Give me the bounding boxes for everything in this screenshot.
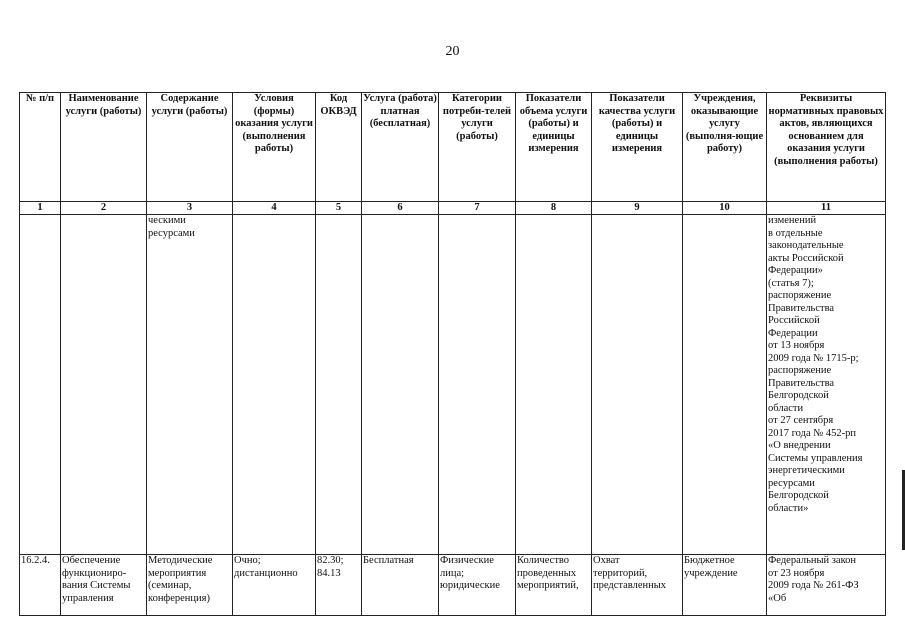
cell-conditions (233, 215, 316, 555)
column-number: 1 (20, 202, 61, 215)
cell-service-name (61, 215, 147, 555)
cell-quality-indicators: Охват территорий, представленных (592, 555, 683, 616)
cell-institutions (683, 215, 767, 555)
column-number: 5 (316, 202, 362, 215)
page-number: 20 (445, 44, 460, 59)
cell-number: 16.2.4. (20, 555, 61, 616)
header-consumer-categories: Категории потреби-телей услуги (работы) (439, 93, 516, 202)
header-volume-indicators: Показатели объема услуги (работы) и единицы измерения (516, 93, 592, 202)
header-conditions: Условия (формы) оказания услуги (выполнения работы) (233, 93, 316, 202)
cell-service-content: Методические мероприятия (семинар, конференция) (147, 555, 233, 616)
cell-service-name: Обеспечение функциониро- вания Системы управления (61, 555, 147, 616)
cell-okved-code (316, 215, 362, 555)
header-quality-indicators: Показатели качества услуги (работы) и единицы измерения (592, 93, 683, 202)
header-okved-code: Код ОКВЭД (316, 93, 362, 202)
cell-legal-acts: Федеральный закон от 23 ноября 2009 года № 261-ФЗ «Об (767, 555, 886, 616)
column-number: 9 (592, 202, 683, 215)
cell-volume-indicators (516, 215, 592, 555)
table-row (20, 555, 886, 616)
header-legal-acts: Реквизиты нормативных правовых актов, являющихся основанием для оказания услуги (выполнения работы) (767, 93, 886, 202)
column-number: 10 (683, 202, 767, 215)
table-row (20, 215, 886, 555)
header-paid-free: Услуга (работа) платная (бесплатная) (362, 93, 439, 202)
column-number: 2 (61, 202, 147, 215)
header-service-content: Содержание услуги (работы) (147, 93, 233, 202)
header-institutions: Учреждения, оказывающие услугу (выполня-ющие работу) (683, 93, 767, 202)
cell-quality-indicators (592, 215, 683, 555)
services-table (19, 92, 886, 616)
cell-conditions: Очно; дистанционно (233, 555, 316, 616)
cell-paid-free: Бесплатная (362, 555, 439, 616)
column-number: 7 (439, 202, 516, 215)
header-service-name: Наименование услуги (работы) (61, 93, 147, 202)
cell-legal-acts: изменений в отдельные законодательные акты Российской Федерации» (статья 7); распоряжение Правительства Российской Федерации от 13 ноября 2009 года № 1715-р; распоряжение Правительства Белгородской области от 27 сентября 2017 года № 452-рп «О внедрении Системы управления энергетическими ресурсами Белгородской области» (767, 215, 886, 555)
cell-number (20, 215, 61, 555)
cell-institutions: Бюджетное учреждение (683, 555, 767, 616)
cell-paid-free (362, 215, 439, 555)
cell-consumer-categories: Физические лица; юридические (439, 555, 516, 616)
column-number: 6 (362, 202, 439, 215)
column-number: 11 (767, 202, 886, 215)
cell-volume-indicators: Количество проведенных мероприятий, (516, 555, 592, 616)
header-row (20, 93, 886, 202)
cell-okved-code: 82.30; 84.13 (316, 555, 362, 616)
column-number: 3 (147, 202, 233, 215)
header-number: № п/п (20, 93, 61, 202)
cell-consumer-categories (439, 215, 516, 555)
cell-service-content: ческими ресурсами (147, 215, 233, 555)
column-number: 8 (516, 202, 592, 215)
column-number: 4 (233, 202, 316, 215)
column-numbers-row (20, 202, 886, 215)
